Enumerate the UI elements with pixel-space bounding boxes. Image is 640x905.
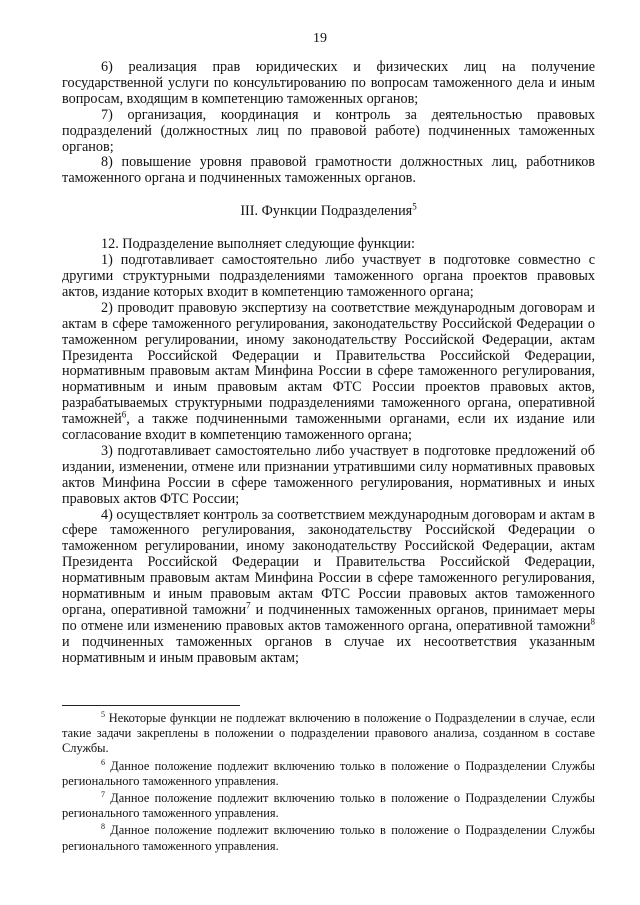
footnote-ref-5: 5 <box>412 201 417 212</box>
footnote-mark: 6 <box>101 757 105 767</box>
function-4-text-a: 4) осуществляет контроль за соответствием международным договорам и актам в сфере таможенного регулирования, законодательству Российской Федерации о таможенном регулировании, иному законодательству Российской Федерации, актам Президента Российской Федерации и Правительства Российской Федерации, нормативным правовым актам Минфина России в сфере таможенного регулирования, нормативным и иным правовым актам ФТС России правовых актов таможенного органа, оперативной таможни <box>62 506 595 618</box>
footnotes <box>62 711 595 856</box>
function-4-text-c: и подчиненных таможенных органов в случае их несоответствия указанным нормативным и иным правовым актам; <box>62 633 595 666</box>
document-body <box>62 60 595 667</box>
footnote-mark: 5 <box>101 709 105 719</box>
function-4-text-b: и подчиненных таможенных органов, принимает меры по отмене или изменению правовых актов таможенного органа, оперативной таможни <box>62 602 595 634</box>
section-heading-text: III. Функции Подразделения <box>240 203 413 220</box>
function-2-text-b: , а также подчиненными таможенными органами, если их издание или согласование входит в компетенцию таможенного органа; <box>62 411 595 444</box>
footnote-6 <box>62 759 595 789</box>
footnote-8 <box>62 823 595 853</box>
footnote-separator <box>62 705 240 706</box>
footnote-text: Некоторые функции не подлежат включению в положение о Подразделении в случае, если такие задачи закреплены в положении о подразделении правового анализа, созданном в составе Службы. <box>62 711 595 756</box>
function-2-text-a: 2) проводит правовую экспертизу на соответствие международным договорам и актам в сфере таможенного регулирования, законодательству Российской Федерации о таможенном регулировании, иному законодательству Российской Федерации, актам Президента Российской Федерации и Правительства Российской Федерации, нормативным правовым актам Минфина России в сфере таможенного регулирования, нормативным и иным правовым актам ФТС России проектов правовых актов, разрабатываемых структурными подразделениями таможенного органа, оперативной таможней <box>62 299 595 428</box>
footnote-7 <box>62 791 595 821</box>
footnote-ref-6: 6 <box>121 409 127 420</box>
footnote-text: Данное положение подлежит включению только в положение о Подразделении Службы регионального таможенного управления. <box>62 791 595 821</box>
footnote-mark: 8 <box>101 822 105 832</box>
paragraph-item-6: 6) реализация прав юридических и физических лиц на получение государственной услуги по консультированию по вопросам таможенного дела и иным вопросам, входящим в компетенцию таможенных органов; <box>62 59 595 107</box>
footnote-ref-7: 7 <box>246 600 251 611</box>
paragraph-function-2 <box>62 301 595 444</box>
paragraph-function-3: 3) подготавливает самостоятельно либо участвует в подготовке предложений об издании, изменении, отмене или признании утратившими силу нормативных правовых актов Минфина России в сфере таможенного регулирования, нормативных и иных правовых актов ФТС России; <box>62 442 595 507</box>
footnote-text: Данное положение подлежит включению только в положение о Подразделении Службы регионального таможенного управления. <box>62 823 595 853</box>
paragraph-function-4 <box>62 508 595 667</box>
paragraph-function-1: 1) подготавливает самостоятельно либо участвует в подготовке совместно с другими структурными подразделениями таможенного органа проектов правовых актов, издание которых входит в компетенцию таможенного органа; <box>62 252 595 300</box>
footnote-ref-8: 8 <box>590 616 595 627</box>
paragraph-item-8: 8) повышение уровня правовой грамотности должностных лиц, работников таможенного органа и подчиненных таможенных органов. <box>62 154 595 187</box>
paragraph-item-7: 7) организация, координация и контроль за деятельностью правовых подразделений (должностных лиц по правовой работе) подчиненных таможенных органов; <box>62 106 595 155</box>
footnote-mark: 7 <box>101 789 105 799</box>
page-number: 19 <box>313 31 327 46</box>
footnote-5 <box>62 711 595 757</box>
section-heading <box>62 201 595 220</box>
footnote-text: Данное положение подлежит включению только в положение о Подразделении Службы регионального таможенного управления. <box>62 758 595 788</box>
paragraph-section-intro: 12. Подразделение выполняет следующие функции: <box>101 236 415 253</box>
